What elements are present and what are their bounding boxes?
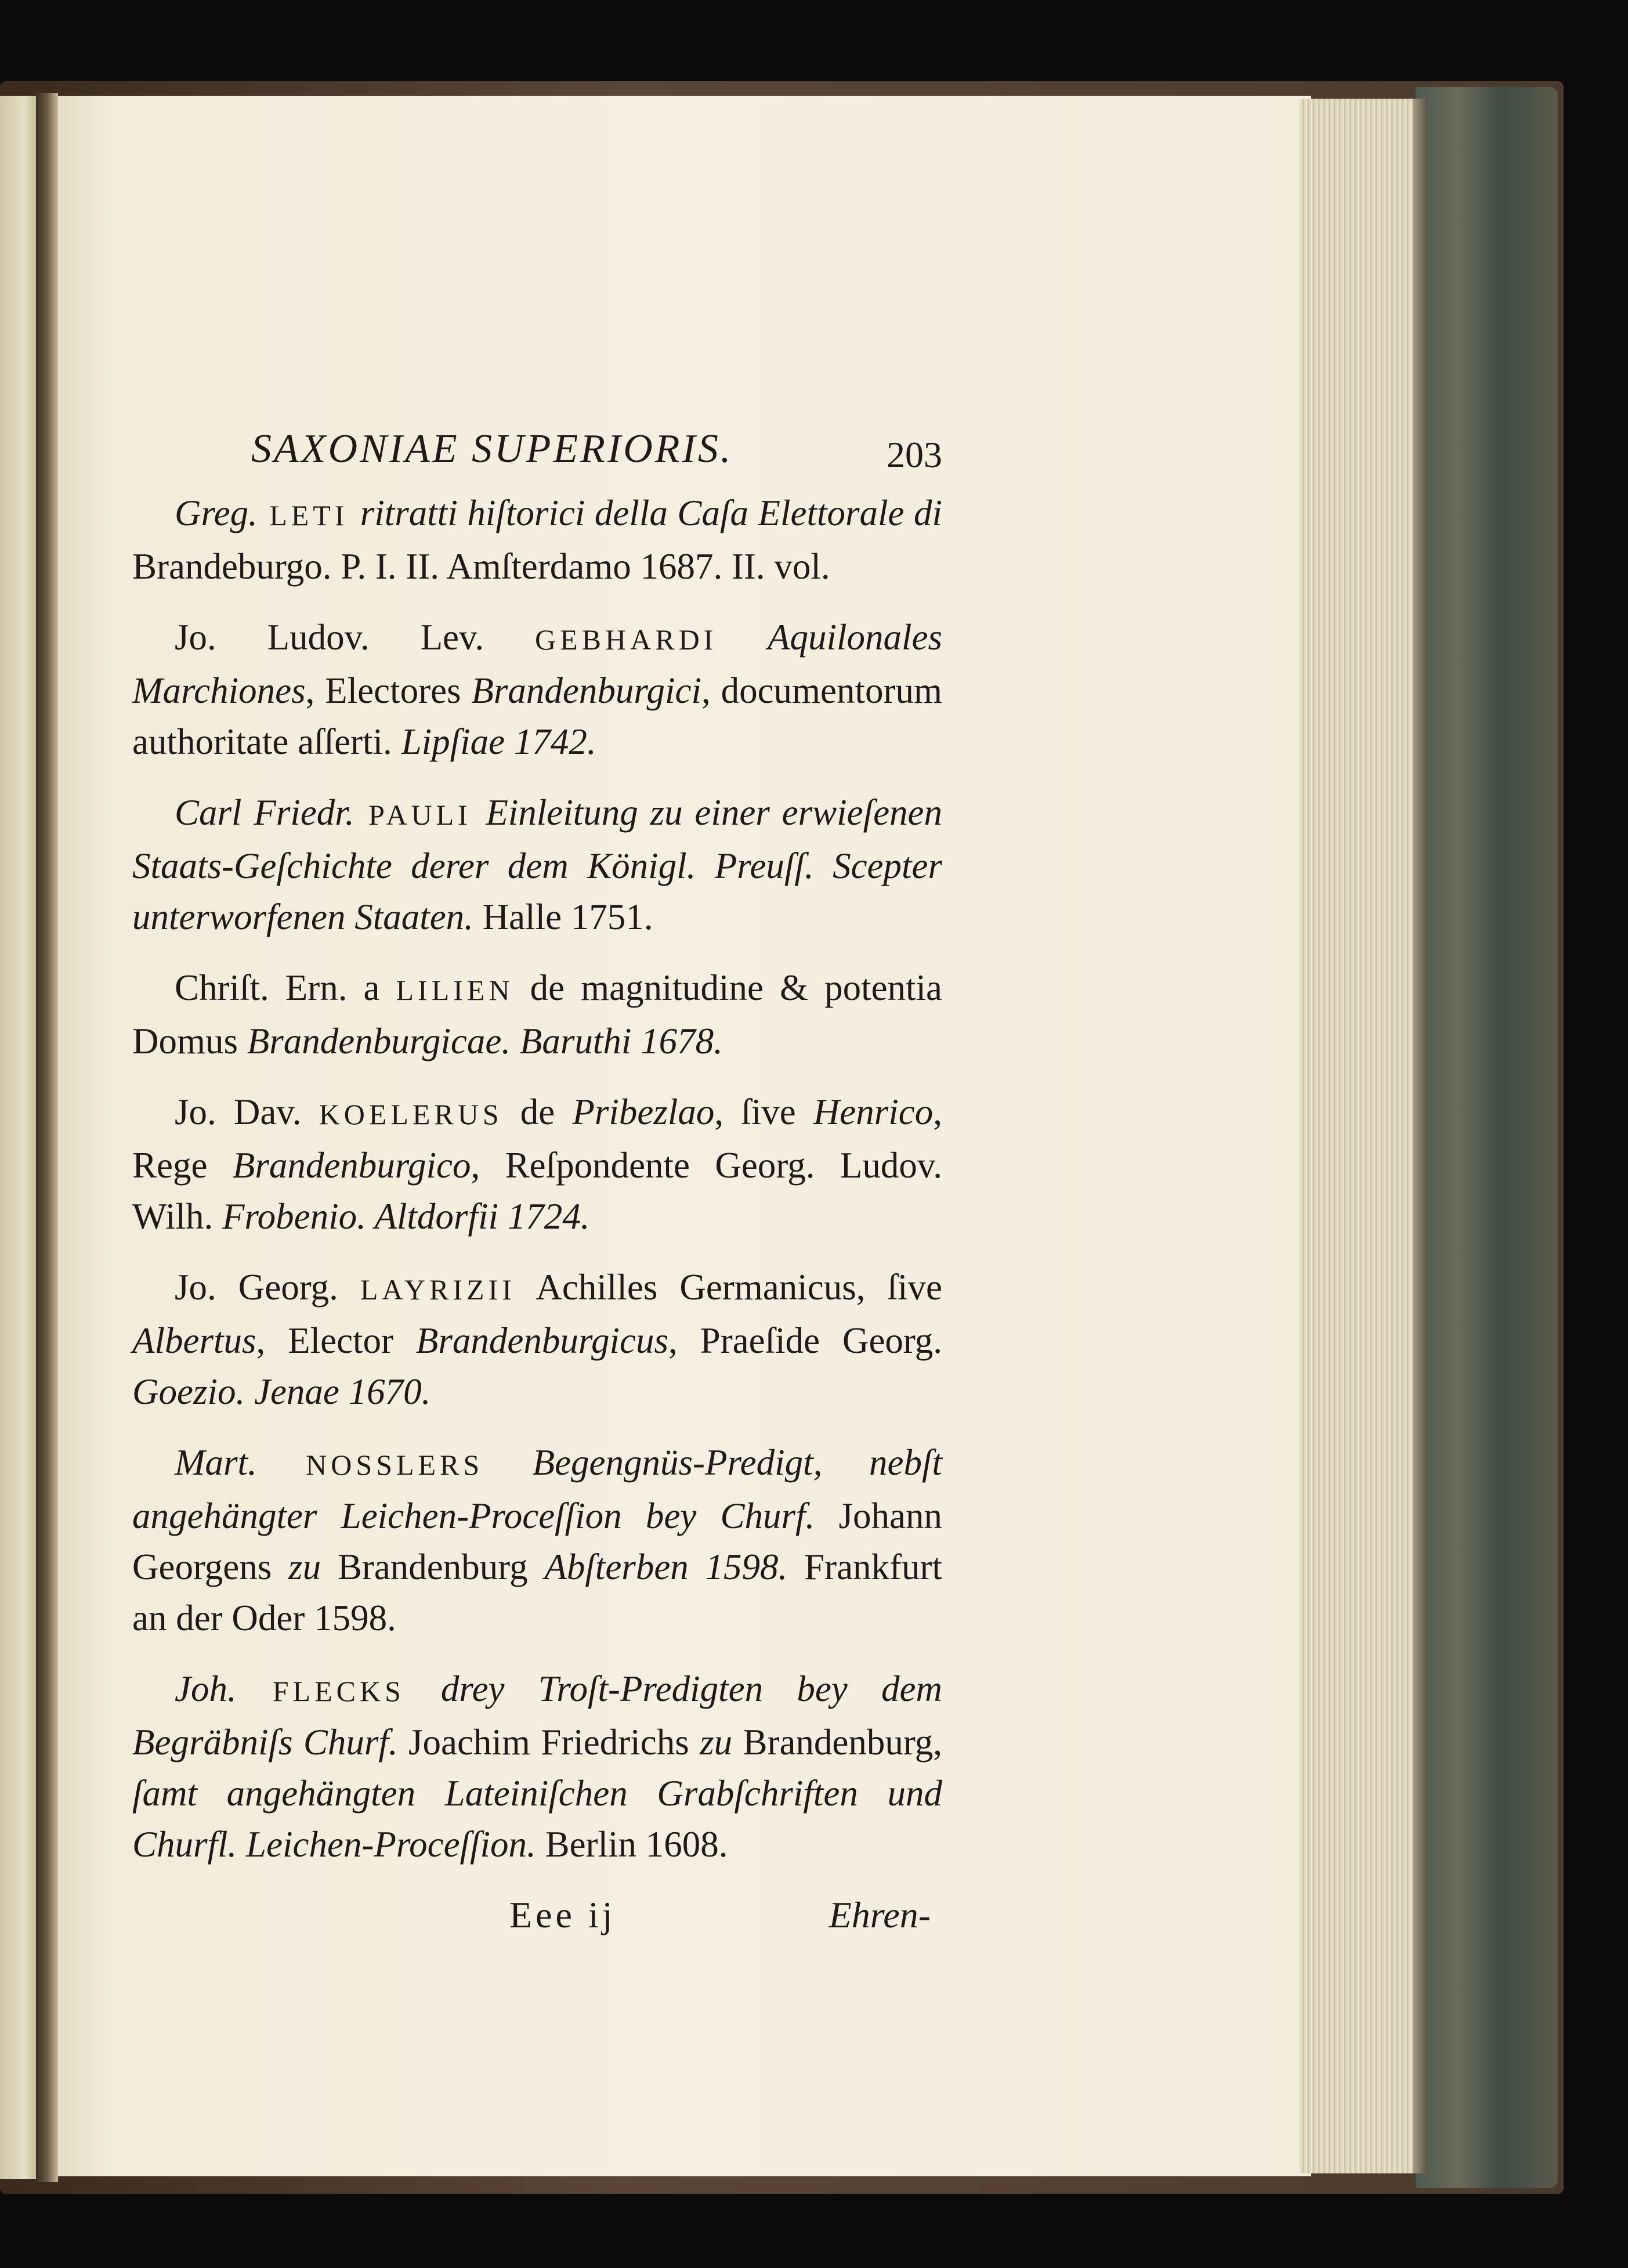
italic-text: Goezio. Jenae 1670. [132,1371,431,1412]
page-number: 203 [887,434,942,475]
italic-text: Begengnüs-Predigt, nebſt angehängter Leichen-Proceſſion bey Churf. [132,1442,942,1536]
italic-text: zu [700,1722,733,1763]
italic-text: ſamt angehängten Lateiniſchen Grabſchriften und Churfl. Leichen-Proceſſion. [132,1773,942,1865]
signature-mark: Eee ij [509,1894,616,1935]
roman-text: Joachim Friedrichs [397,1722,700,1763]
author-name: LETI [257,499,360,532]
roman-text: Frankfurt an der Oder 1598. [132,1547,942,1638]
roman-text: , documentorum authoritate aſſerti. [132,670,943,762]
italic-text: ritratti hiſtorici della Caſa Elettorale di [360,493,942,533]
roman-text: , Praeſide Georg. [668,1320,942,1361]
book-cover-fore-edge [1416,87,1558,2188]
author-name: NOSSLERS [256,1449,533,1481]
roman-text: Jo. Ludov. Lev. [175,617,535,658]
page-footer [132,1890,942,1948]
author-name: GEBHARDI [535,623,718,656]
roman-text: , Reſpondente Georg. Ludov. Wilh. [132,1145,942,1237]
roman-text: Jo. Dav. [175,1092,319,1132]
book-gutter [36,93,58,2182]
italic-text: Greg. [175,493,258,533]
roman-text: , Rege [132,1092,942,1186]
italic-text: Carl Friedr. [175,792,354,833]
author-name: KOELERUS [319,1098,503,1131]
roman-text: , Electores [305,670,472,711]
bibliography-entry [132,612,942,767]
roman-text: , ſive [714,1092,813,1132]
bibliography-entry [132,1086,942,1242]
roman-text: , Elector [256,1320,416,1361]
italic-text: Mart. [175,1442,257,1483]
author-name: FLECKS [236,1675,441,1707]
italic-text: Aquilonales Marchiones [132,617,942,711]
italic-text: Einleitung zu einer erwieſenen Staats-Geſchichte derer dem Königl. Preuſſ. Scepter unterworfenen Staaten. [132,792,942,937]
author-name: LILIEN [396,974,514,1006]
bibliography-entry [132,487,942,592]
left-page-edge [0,96,41,2179]
italic-text: Brandenburgico [232,1145,471,1186]
bibliography-entry [132,787,942,942]
bibliography-entry [132,1262,942,1417]
roman-text: Halle 1751. [473,897,653,937]
italic-text: Joh. [175,1669,237,1709]
roman-text: Berlin 1608. [536,1824,728,1865]
italic-text: Frobenio. Altdorfii 1724. [222,1196,590,1237]
italic-text: Lipſiae 1742. [401,721,596,762]
italic-text: Henrico [813,1092,934,1132]
roman-text: Johann Georgens [132,1496,943,1587]
bibliography-list [132,487,942,1870]
italic-text: zu [288,1547,321,1587]
page-stack-shadow [1413,99,1427,2173]
bibliography-entry [132,1663,942,1870]
roman-text: Chriſt. Ern. a [175,967,396,1008]
roman-text: Achilles Germanicus, ſive [515,1267,942,1308]
author-name: PAULI [354,799,486,831]
roman-text: Brandenburg [321,1547,545,1587]
italic-text: Albertus [132,1320,256,1361]
roman-text: Brandeburgo. P. I. II. Amſterdamo 1687. II. vol. [132,546,830,587]
roman-text: Jo. Georg. [175,1267,360,1308]
catchword: Ehren- [829,1894,931,1935]
bibliography-entry [132,1437,942,1644]
text-block [132,424,942,1948]
roman-text: Brandenburg, [732,1722,942,1763]
italic-text: drey Troſt-Predigten bey dem Begräbniſs Churf. [132,1669,942,1763]
italic-text: Brandenburgicae. Baruthi 1678. [247,1021,723,1061]
running-head: SAXONIAE SUPERIORIS. [251,427,733,471]
author-name: LAYRIZII [360,1273,516,1306]
italic-text: Brandenburgici [471,670,702,711]
page-stack-edge [1300,99,1421,2173]
bibliography-entry [132,962,942,1067]
page-header [132,424,942,482]
roman-text: de magnitudine & potentia Domus [132,967,943,1061]
italic-text: Pribezlao [572,1092,715,1132]
italic-text: Brandenburgicus [415,1320,669,1361]
italic-text: Abſterben 1598. [544,1547,788,1587]
roman-text: de [502,1092,573,1132]
